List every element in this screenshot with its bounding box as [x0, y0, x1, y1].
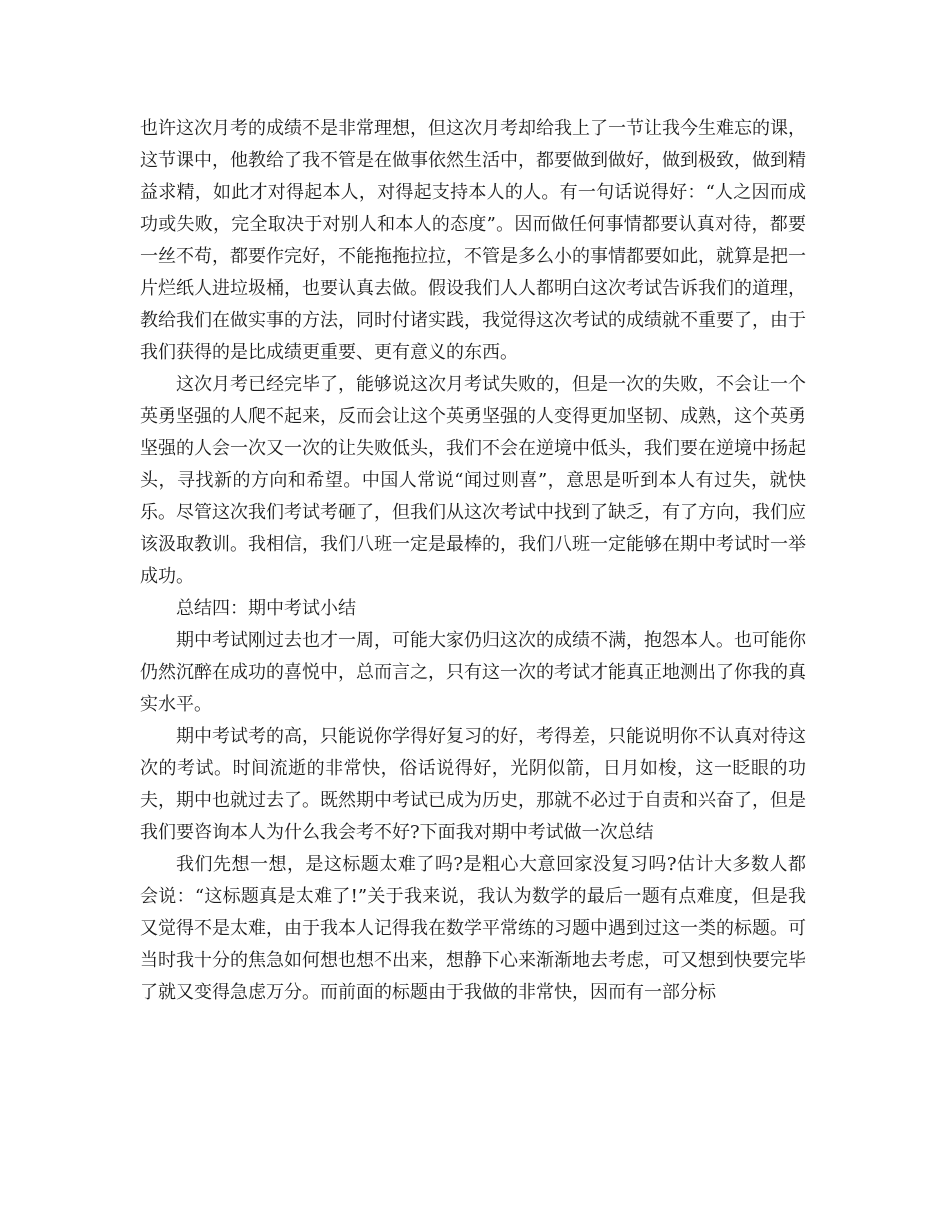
document-body: [140, 113, 806, 1009]
section-heading: 总结四：期中考试小结: [176, 598, 356, 619]
paragraph-4: 期中考试考的高，只能说你学得好复习的好，考得差，只能说明你不认真对待这次的考试。时间流逝的非常快，俗话说得好，光阴似箭，日月如梭，这一眨眼的功夫，期中也就过去了。既然期中考试已成为历史，那就不必过于自责和兴奋了，但是我们要咨询本人为什么我会考不好?下面我对期中考试做一次总结: [140, 726, 806, 843]
paragraph-3: 期中考试刚过去也才一周，可能大家仍归这次的成绩不满，抱怨本人。也可能你仍然沉醉在成功的喜悦中，总而言之，只有这一次的考试才能真正地测出了你我的真实水平。: [140, 630, 806, 715]
paragraph-2: 这次月考已经完毕了，能够说这次月考试失败的，但是一次的失败，不会让一个英勇坚强的人爬不起来，反而会让这个英勇坚强的人变得更加坚韧、成熟，这个英勇坚强的人会一次又一次的让失败低头，我们不会在逆境中低头，我们要在逆境中扬起头，寻找新的方向和希望。中国人常说“闻过则喜”，意思是听到本人有过失，就快乐。尽管这次我们考试考砸了，但我们从这次考试中找到了缺乏，有了方向，我们应该汲取教训。我相信，我们八班一定是最棒的，我们八班一定能够在期中考试时一举成功。: [140, 374, 806, 587]
paragraph-1: 也许这次月考的成绩不是非常理想，但这次月考却给我上了一节让我今生难忘的课，这节课中，他教给了我不管是在做事依然生活中，都要做到做好，做到极致，做到精益求精，如此才对得起本人，对得起支持本人的人。有一句话说得好：“人之因而成功或失败，完全取决于对别人和本人的态度”。因而做任何事情都要认真对待，都要一丝不苟，都要作完好，不能拖拖拉拉，不管是多么小的事情都要如此，就算是把一片烂纸人进垃圾桶，也要认真去做。假设我们人人都明白这次考试告诉我们的道理，教给我们在做实事的方法，同时付诸实践，我觉得这次考试的成绩就不重要了，由于我们获得的是比成绩更重要、更有意义的东西。: [140, 118, 806, 363]
paragraph-5: 我们先想一想，是这标题太难了吗?是粗心大意回家没复习吗?估计大多数人都会说：“这标题真是太难了!”关于我来说，我认为数学的最后一题有点难度，但是我又觉得不是太难，由于我本人记得我在数学平常练的习题中遇到过这一类的标题。可当时我十分的焦急如何想也想不出来，想静下心来渐渐地去考虑，可又想到快要完毕了就又变得急虑万分。而前面的标题由于我做的非常快，因而有一部分标: [140, 854, 806, 1003]
